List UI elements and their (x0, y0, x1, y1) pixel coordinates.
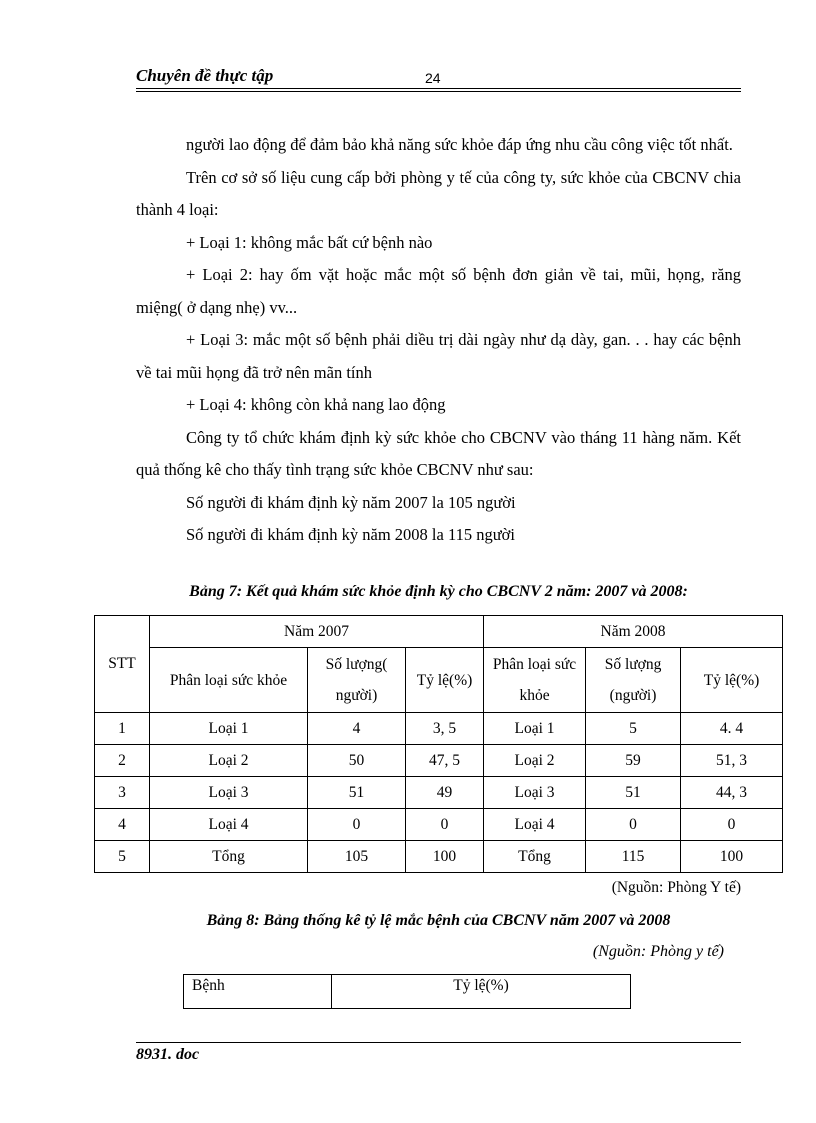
table-cell: 4 (95, 809, 150, 841)
table-row (95, 713, 783, 745)
table-cell: 3 (95, 777, 150, 809)
table8-caption: Bảng 8: Bảng thống kê tỷ lệ mắc bệnh của CBCNV năm 2007 và 2008 (206, 912, 671, 929)
year-2008-header: Năm 2008 (484, 616, 783, 648)
table-cell: 100 (406, 841, 484, 873)
table-cell: Loại 4 (484, 809, 586, 841)
header-title: Chuyên đề thực tập (136, 66, 274, 85)
col-qty-2007: Số lượng( người) (308, 648, 406, 713)
table-row (95, 745, 783, 777)
table-cell: 49 (406, 777, 484, 809)
table-cell: 100 (681, 841, 783, 873)
table8-source: (Nguồn: Phòng y tế) (592, 943, 724, 960)
table-cell: 2 (95, 745, 150, 777)
footer-rule (136, 1042, 741, 1043)
table7-caption: Bảng 7: Kết quả khám sức khỏe định kỳ cho CBCNV 2 năm: 2007 và 2008: (189, 583, 688, 600)
table-cell: 5 (586, 713, 681, 745)
disease-rate-table (183, 974, 631, 1009)
table-subheader-row (95, 648, 783, 713)
paragraph: Trên cơ sở số liệu cung cấp bởi phòng y tế của công ty, sức khỏe của CBCNV chia thành 4 loại: (136, 167, 741, 219)
col-qty-2008: Số lượng (người) (586, 648, 681, 713)
col-rate: Tỷ lệ(%) (332, 975, 631, 1009)
col-class-2008: Phân loại sức khỏe (484, 648, 586, 713)
table-cell: Loại 2 (150, 745, 308, 777)
table-cell: 0 (681, 809, 783, 841)
col-disease: Bệnh (184, 975, 332, 1009)
table-row-total (95, 841, 783, 873)
table-cell: 50 (308, 745, 406, 777)
paragraph: người lao động để đảm bảo khả năng sức khỏe đáp ứng nhu cầu công việc tốt nhất. (186, 135, 733, 154)
table-cell: 51 (586, 777, 681, 809)
list-item: + Loại 4: không còn khả nang lao động (186, 395, 446, 414)
table-cell: 4. 4 (681, 713, 783, 745)
paragraph: Công ty tổ chức khám định kỳ sức khỏe cho CBCNV vào tháng 11 hàng năm. Kết quả thống kê cho thấy tình trạng sức khỏe CBCNV như sau: (136, 427, 741, 479)
paragraph: Số người đi khám định kỳ năm 2008 la 115 người (186, 525, 515, 544)
page-header (136, 64, 741, 90)
table-cell: 1 (95, 713, 150, 745)
body-text (136, 129, 741, 552)
header-rule-bottom (136, 91, 741, 92)
list-item: + Loại 2: hay ốm vặt hoặc mắc một số bệnh đơn giản về tai, mũi, họng, răng miệng( ở dạng nhẹ) vv... (136, 265, 741, 317)
table-row (95, 777, 783, 809)
col-class-2007: Phân loại sức khỏe (150, 648, 308, 713)
list-item: + Loại 1: không mắc bất cứ bệnh nào (186, 232, 433, 252)
page-number: 24 (425, 70, 441, 86)
table-cell: 3, 5 (406, 713, 484, 745)
table-cell: Tổng (150, 841, 308, 873)
table-cell: Loại 4 (150, 809, 308, 841)
health-results-table (94, 615, 783, 873)
table-cell: 105 (308, 841, 406, 873)
paragraph: Số người đi khám định kỳ năm 2007 la 105 người (186, 492, 516, 512)
table-cell: Loại 3 (484, 777, 586, 809)
col-rate-2007: Tỷ lệ(%) (406, 648, 484, 713)
header-rule-top (136, 88, 741, 89)
table-header-row (95, 616, 783, 648)
table-cell: Loại 3 (150, 777, 308, 809)
col-rate-2008: Tỷ lệ(%) (681, 648, 783, 713)
table-header-row (184, 975, 631, 1009)
table-cell: 51 (308, 777, 406, 809)
table-cell: 44, 3 (681, 777, 783, 809)
stt-header: STT (95, 616, 150, 713)
table-cell: 47, 5 (406, 745, 484, 777)
table-cell: 0 (308, 809, 406, 841)
table-row (95, 809, 783, 841)
table-cell: 4 (308, 713, 406, 745)
table-cell: 51, 3 (681, 745, 783, 777)
table-cell: Tổng (484, 841, 586, 873)
table7-source: (Nguồn: Phòng Y tế) (611, 879, 741, 896)
table-cell: Loại 2 (484, 745, 586, 777)
footer-filename: 8931. doc (136, 1046, 200, 1063)
year-2007-header: Năm 2007 (150, 616, 484, 648)
table-cell: 0 (406, 809, 484, 841)
table-cell: Loại 1 (150, 713, 308, 745)
table-cell: 59 (586, 745, 681, 777)
table-cell: 5 (95, 841, 150, 873)
table-cell: 0 (586, 809, 681, 841)
list-item: + Loại 3: mắc một số bệnh phải diều trị dài ngày như dạ dày, gan. . . hay các bệnh về tai mũi họng đã trở nên mãn tính (136, 330, 741, 382)
table-cell: 115 (586, 841, 681, 873)
table-cell: Loại 1 (484, 713, 586, 745)
